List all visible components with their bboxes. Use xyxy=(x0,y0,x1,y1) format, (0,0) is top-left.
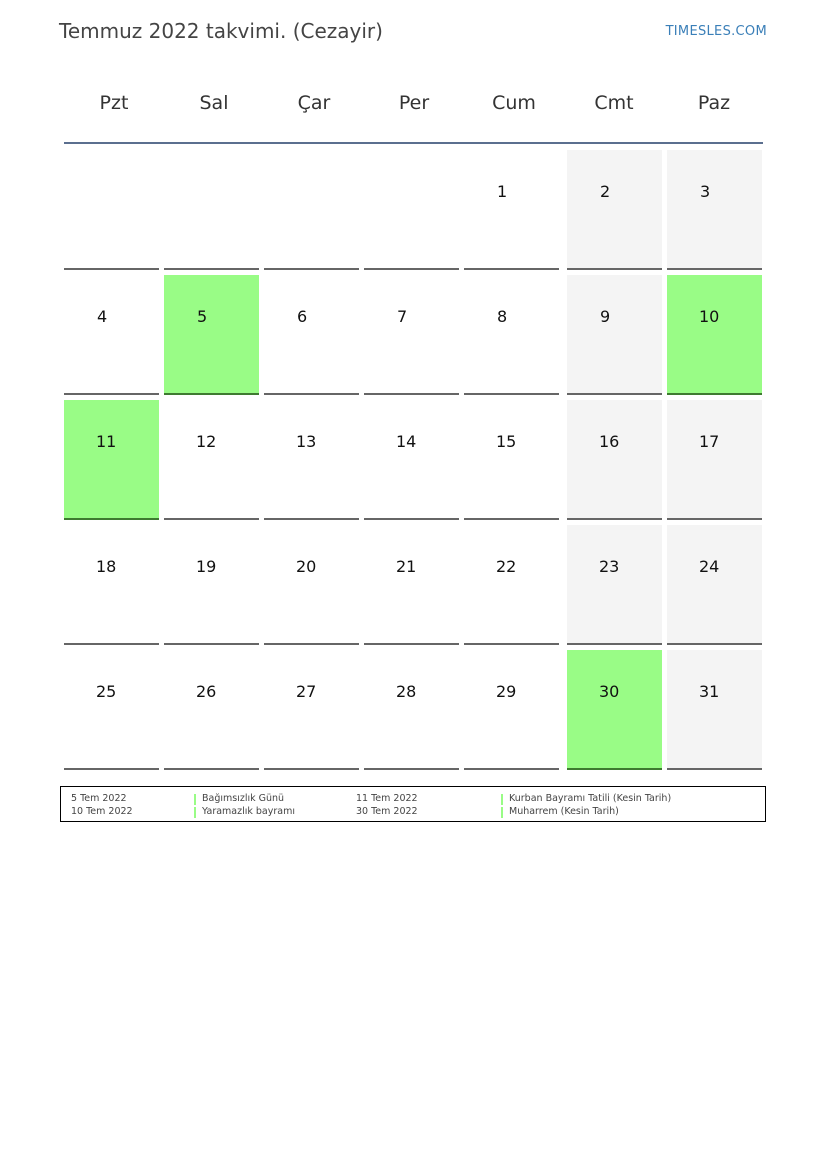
calendar-day-cell[interactable] xyxy=(264,650,359,770)
day-number: 5 xyxy=(197,307,208,326)
calendar-day-cell[interactable] xyxy=(667,650,762,770)
day-number: 27 xyxy=(296,682,317,701)
calendar-day-cell[interactable] xyxy=(464,275,559,395)
weekday-wednesday: Çar xyxy=(297,92,331,114)
calendar-day-cell[interactable] xyxy=(364,400,459,520)
day-number: 31 xyxy=(699,682,720,701)
day-number: 9 xyxy=(600,307,611,326)
calendar-day-cell[interactable] xyxy=(64,525,159,645)
legend-holiday-name: Muharrem (Kesin Tarih) xyxy=(509,806,619,817)
calendar-day-cell[interactable] xyxy=(164,525,259,645)
calendar-empty-cell xyxy=(364,150,459,270)
day-number: 28 xyxy=(396,682,417,701)
weekday-header-row xyxy=(64,88,764,124)
page-title: Temmuz 2022 takvimi. (Cezayir) xyxy=(59,19,383,43)
legend-color-marker xyxy=(501,807,503,818)
legend-holiday-name: Yaramazlık bayramı xyxy=(202,806,296,817)
calendar-day-cell[interactable] xyxy=(567,525,662,645)
day-number: 10 xyxy=(699,307,720,326)
legend-color-marker xyxy=(194,794,196,805)
calendar-day-cell[interactable] xyxy=(264,275,359,395)
day-number: 23 xyxy=(599,557,620,576)
header-divider xyxy=(64,142,763,144)
calendar-day-cell[interactable] xyxy=(64,650,159,770)
calendar-day-cell[interactable] xyxy=(567,650,662,770)
day-number: 20 xyxy=(296,557,317,576)
day-number: 26 xyxy=(196,682,217,701)
day-number: 22 xyxy=(496,557,517,576)
calendar-day-cell[interactable] xyxy=(464,400,559,520)
legend-color-marker xyxy=(194,807,196,818)
weekday-saturday: Cmt xyxy=(594,92,634,114)
day-number: 6 xyxy=(297,307,308,326)
calendar-day-cell[interactable] xyxy=(364,275,459,395)
legend-holiday-name: Kurban Bayramı Tatili (Kesin Tarih) xyxy=(509,793,672,804)
calendar-day-cell[interactable] xyxy=(567,150,662,270)
calendar-day-cell[interactable] xyxy=(464,650,559,770)
day-number: 29 xyxy=(496,682,517,701)
legend-date: 30 Tem 2022 xyxy=(356,806,418,817)
calendar-empty-cell xyxy=(264,150,359,270)
calendar-day-cell[interactable] xyxy=(567,275,662,395)
day-number: 15 xyxy=(496,432,517,451)
calendar-day-cell[interactable] xyxy=(464,150,559,270)
legend-date: 5 Tem 2022 xyxy=(71,793,127,804)
day-number: 21 xyxy=(396,557,417,576)
weekday-tuesday: Sal xyxy=(199,92,229,114)
day-number: 14 xyxy=(396,432,417,451)
legend-color-marker xyxy=(501,794,503,805)
day-number: 12 xyxy=(196,432,217,451)
legend-holiday-name: Bağımsızlık Günü xyxy=(202,793,285,804)
day-number: 17 xyxy=(699,432,720,451)
calendar-day-cell[interactable] xyxy=(667,525,762,645)
day-number: 18 xyxy=(96,557,117,576)
day-number: 3 xyxy=(700,182,711,201)
day-number: 2 xyxy=(600,182,611,201)
day-number: 13 xyxy=(296,432,317,451)
calendar-empty-cell xyxy=(64,150,159,270)
calendar-day-cell[interactable] xyxy=(64,400,159,520)
day-number: 19 xyxy=(196,557,217,576)
day-number: 24 xyxy=(699,557,720,576)
calendar-day-cell[interactable] xyxy=(364,525,459,645)
calendar-day-cell[interactable] xyxy=(567,400,662,520)
day-number: 25 xyxy=(96,682,117,701)
calendar-day-cell[interactable] xyxy=(667,150,762,270)
legend-date: 10 Tem 2022 xyxy=(71,806,133,817)
calendar-grid xyxy=(64,150,764,775)
calendar-day-cell[interactable] xyxy=(64,275,159,395)
calendar-day-cell[interactable] xyxy=(164,650,259,770)
holiday-legend xyxy=(60,786,766,822)
calendar-day-cell[interactable] xyxy=(464,525,559,645)
day-number: 7 xyxy=(397,307,408,326)
weekday-monday: Pzt xyxy=(99,92,129,114)
brand-link[interactable]: TIMESLES.COM xyxy=(665,24,767,39)
calendar-empty-cell xyxy=(164,150,259,270)
weekday-sunday: Paz xyxy=(697,92,731,114)
calendar-day-cell[interactable] xyxy=(364,650,459,770)
day-number: 4 xyxy=(97,307,108,326)
day-number: 8 xyxy=(497,307,508,326)
calendar-day-cell[interactable] xyxy=(667,275,762,395)
day-number: 11 xyxy=(96,432,117,451)
day-number: 16 xyxy=(599,432,620,451)
calendar-day-cell[interactable] xyxy=(164,275,259,395)
calendar-day-cell[interactable] xyxy=(164,400,259,520)
calendar-day-cell[interactable] xyxy=(667,400,762,520)
weekday-thursday: Per xyxy=(398,92,430,114)
day-number: 30 xyxy=(599,682,620,701)
legend-date: 11 Tem 2022 xyxy=(356,793,418,804)
day-number: 1 xyxy=(497,182,508,201)
calendar-day-cell[interactable] xyxy=(264,525,359,645)
calendar-day-cell[interactable] xyxy=(264,400,359,520)
weekday-friday: Cum xyxy=(492,92,536,114)
